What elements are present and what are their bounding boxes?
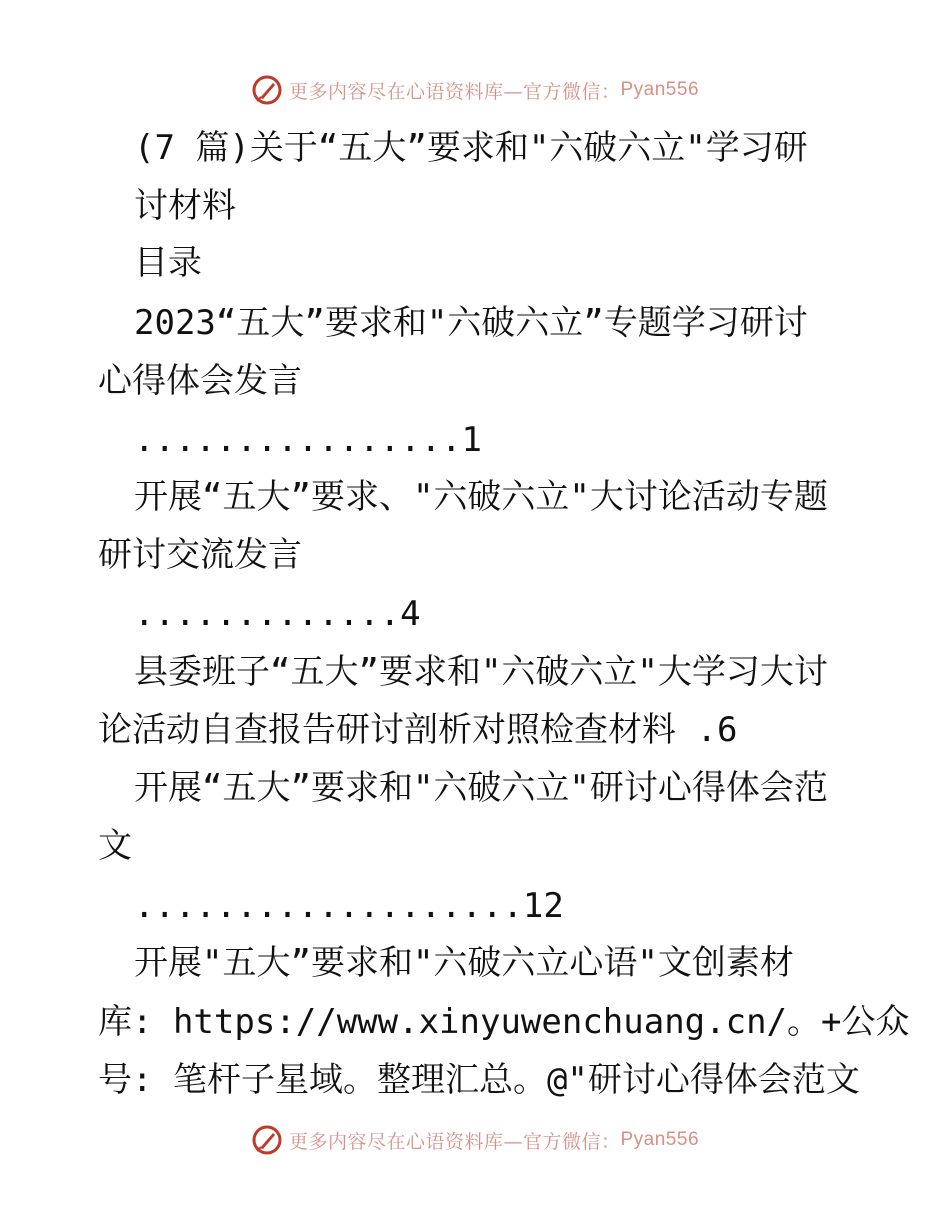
toc-entry-1-page: ................1 bbox=[134, 420, 482, 460]
toc-entry-1-line-1: 2023“五大”要求和"六破六立”专题学习研讨 bbox=[134, 303, 808, 343]
document-title-line-1: (7 篇)关于“五大”要求和"六破六立"学习研 bbox=[134, 128, 808, 168]
document-title-line-2: 讨材料 bbox=[134, 186, 236, 226]
promo-note-line-2: 库: https://www.xinyuwenchuang.cn/。+公众 bbox=[98, 1002, 910, 1042]
toc-heading: 目录 bbox=[134, 243, 202, 283]
toc-entry-3-line-2: 论活动自查报告研讨剖析对照检查材料 .6 bbox=[98, 710, 738, 750]
toc-entry-2-line-1: 开展“五大”要求、"六破六立"大讨论活动专题 bbox=[134, 477, 828, 517]
banner-text: 更多内容尽在心语资料库—官方微信： bbox=[288, 1130, 621, 1153]
promo-note-line-3: 号: 笔杆子星域。整理汇总。@"研讨心得体会范文 bbox=[98, 1060, 860, 1100]
banner-wechat-id: Pyan556 bbox=[620, 79, 700, 100]
promo-note-line-1: 开展"五大”要求和"六破六立心语"文创素材 bbox=[134, 943, 794, 983]
banner-text: 更多内容尽在心语资料库—官方微信： bbox=[288, 80, 621, 103]
toc-entry-4-line-1: 开展“五大”要求和"六破六立"研讨心得体会范 bbox=[134, 768, 828, 808]
toc-entry-3-line-1: 县委班子“五大”要求和"六破六立"大学习大讨 bbox=[134, 652, 828, 692]
toc-entry-4-page: ...................12 bbox=[134, 886, 564, 926]
toc-entry-2-page: .............4 bbox=[134, 594, 421, 634]
toc-entry-4-line-2: 文 bbox=[98, 826, 132, 866]
toc-entry-1-line-2: 心得体会发言 bbox=[98, 361, 302, 401]
quill-logo-icon bbox=[251, 1124, 283, 1156]
footer-watermark-banner bbox=[0, 1120, 950, 1160]
banner-wechat-id: Pyan556 bbox=[620, 1129, 700, 1150]
toc-entry-2-line-2: 研讨交流发言 bbox=[98, 535, 302, 575]
